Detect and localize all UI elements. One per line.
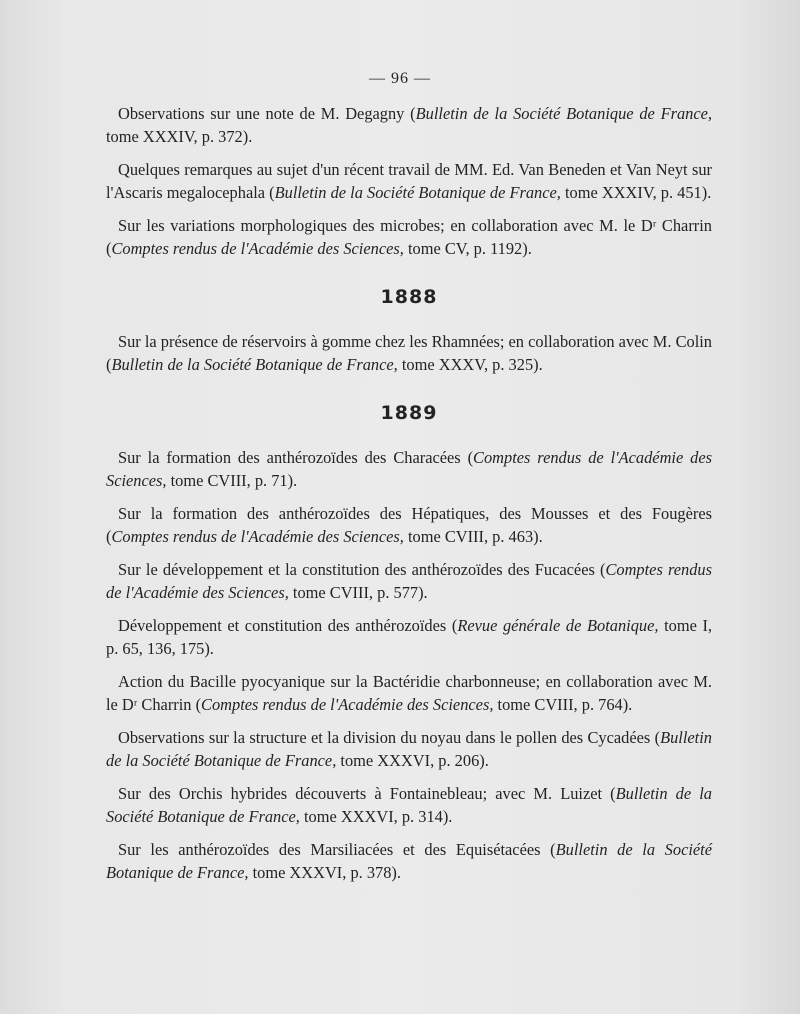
section-continued: [106, 102, 712, 260]
year-heading: 1888: [380, 286, 438, 308]
bibliography-entry: Quelques remarques au sujet d'un récent travail de MM. Ed. Van Beneden et Van Neyt sur l'Ascaris megalocephala (Bulletin de la Société Botanique de France, tome XXXIV, p. 451).: [106, 160, 712, 202]
publication-title: Bulletin de la Société Botanique de France,: [111, 355, 398, 374]
bibliography-entry: Observations sur une note de M. Degagny (Bulletin de la Société Botanique de France, tome XXXIV, p. 372).: [106, 104, 712, 146]
publication-title: Comptes rendus de l'Académie des Sciences,: [111, 527, 404, 546]
section-1889: [106, 402, 712, 884]
bibliography: [106, 102, 712, 894]
bibliography-entry: Sur la présence de réservoirs à gomme chez les Rhamnées; en collaboration avec M. Colin (Bulletin de la Société Botanique de France, tome XXXV, p. 325).: [106, 332, 712, 374]
publication-title: Comptes rendus de l'Académie des Sciences,: [106, 448, 712, 490]
bibliography-entry: Observations sur la structure et la division du noyau dans le pollen des Cycadées (Bulletin de la Société Botanique de France, tome XXXVI, p. 206).: [106, 728, 712, 770]
bibliography-entry: Sur la formation des anthérozoïdes des Characées (Comptes rendus de l'Académie des Sciences, tome CVIII, p. 71).: [106, 448, 712, 490]
bibliography-entry: Sur les variations morphologiques des microbes; en collaboration avec M. le Dʳ Charrin (Comptes rendus de l'Académie des Sciences, tome CV, p. 1192).: [106, 216, 712, 258]
bibliography-entry: Sur des Orchis hybrides découverts à Fontainebleau; avec M. Luizet (Bulletin de la Société Botanique de France, tome XXXVI, p. 314).: [106, 784, 713, 826]
bibliography-entry: Sur le développement et la constitution des anthérozoïdes des Fucacées (Comptes rendus de l'Académie des Sciences, tome CVIII, p. 577).: [106, 560, 712, 602]
publication-title: Comptes rendus de l'Académie des Sciences,: [106, 560, 712, 602]
publication-title: Bulletin de la Société Botanique de France,: [106, 728, 712, 770]
bibliography-entry: Sur la formation des anthérozoïdes des Hépatiques, des Mousses et des Fougères (Comptes rendus de l'Académie des Sciences, tome CVIII, p. 463).: [106, 504, 712, 546]
publication-title: Comptes rendus de l'Académie des Sciences,: [201, 695, 494, 714]
publication-title: Bulletin de la Société Botanique de France,: [274, 183, 561, 202]
section-1888: [106, 286, 712, 376]
bibliography-entry: Développement et constitution des anthérozoïdes (Revue générale de Botanique, tome I, p. 65, 136, 175).: [106, 616, 712, 658]
year-heading: 1889: [380, 402, 438, 424]
publication-title: Comptes rendus de l'Académie des Sciences,: [111, 239, 404, 258]
bibliography-entry: Action du Bacille pyocyanique sur la Bactéridie charbonneuse; en collaboration avec M. le Dʳ Charrin (Comptes rendus de l'Académie des Sciences, tome CVIII, p. 764).: [106, 672, 712, 714]
page-number: — 96 —: [369, 70, 431, 87]
publication-title: Bulletin de la Société Botanique de France,: [106, 784, 713, 826]
publication-title: Bulletin de la Société Botanique de France,: [415, 104, 712, 123]
bibliography-entry: Sur les anthérozoïdes des Marsiliacées et des Equisétacées (Bulletin de la Société Botanique de France, tome XXXVI, p. 378).: [106, 840, 712, 882]
publication-title: Bulletin de la Société Botanique de France,: [106, 840, 712, 882]
publication-title: Revue générale de Botanique,: [457, 616, 659, 635]
